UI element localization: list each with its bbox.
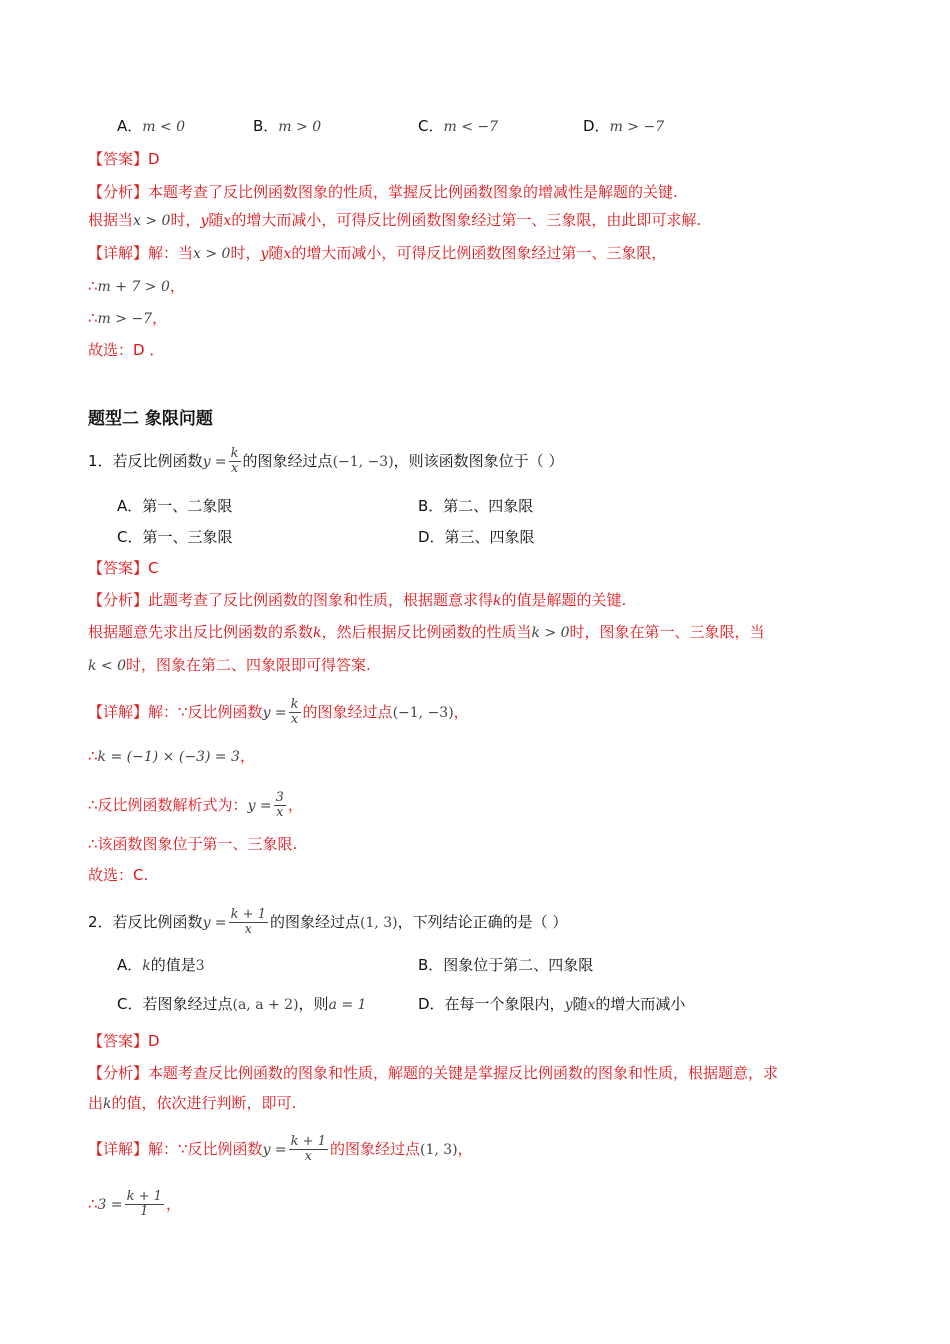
fraction: $\frac{k + 1}{x}$ [230, 907, 266, 937]
q0-step2: ∴m > −7， [88, 309, 168, 327]
q1-analysis-line2: 根据题意先求出反比例函数的系数k，然后根据反比例函数的性质当k > 0时，图象在第一、三象限，当 [88, 623, 765, 641]
fraction: $\frac{k}{x}$ [230, 446, 239, 476]
fraction: $\frac{k}{x}$ [290, 697, 299, 727]
q0-choose: 故选：D ． [88, 341, 165, 359]
therefore-icon: ∴ [88, 1195, 98, 1213]
q1-option-b: B．第二、四象限 [418, 497, 534, 515]
q1-choose: 故选：C. [88, 866, 149, 884]
fraction: $\frac{k + 1}{1}$ [126, 1189, 162, 1219]
q1-option-d: D．第三、四象限 [418, 528, 535, 546]
q1-step3: ∴该函数图象位于第一、三象限. [88, 835, 298, 853]
q1-analysis-line3: k < 0时，图象在第二、四象限即可得答案. [88, 656, 371, 674]
q2-analysis-line2: 出k的值，依次进行判断，即可. [88, 1094, 297, 1112]
q2-step1: ∴3 = $\frac{k + 1}{1}$ ， [88, 1189, 181, 1219]
q2-detail: 【详解】解：∵反比例函数y = $\frac{k + 1}{x}$ 的图象经过点(1, 3)， [88, 1134, 473, 1164]
q1-step2: ∴反比例函数解析式为：y = $\frac{3}{x}$ ， [88, 790, 303, 820]
fraction: $\frac{k + 1}{x}$ [290, 1134, 326, 1164]
q1-step1: ∴k = (−1) × (−3) = 3， [88, 747, 255, 765]
q1-detail: 【详解】解：∵反比例函数y = $\frac{k}{x}$ 的图象经过点(−1, −3)， [88, 697, 469, 727]
q2-option-c: C．若图象经过点(a, a + 2)，则a = 1 [117, 995, 367, 1013]
q0-analysis: 【分析】本题考查了反比例函数图象的性质，掌握反比例函数图象的增减性是解题的关键. [88, 183, 678, 201]
q1-analysis: 【分析】此题考查了反比例函数的图象和性质，根据题意求得k的值是解题的关键. [88, 591, 627, 609]
option-a: A．m < 0 [117, 117, 186, 135]
section-title: 题型二 象限问题 [88, 409, 213, 429]
q2-answer: 【答案】D [88, 1032, 160, 1050]
q2-stem: 2．若反比例函数y = $\frac{k + 1}{x}$ 的图象经过点(1, 3)，下列结论正确的是（ ） [88, 907, 568, 937]
therefore-icon: ∴ [88, 835, 98, 853]
q0-analysis-line2: 根据当x > 0时，y随x的增大而减小，可得反比例函数图象经过第一、三象限，由此即可求解. [88, 211, 702, 229]
q1-option-a: A．第一、二象限 [117, 497, 233, 515]
option-c: C．m < −7 [418, 117, 499, 135]
option-d: D．m > −7 [583, 117, 665, 135]
q1-stem: 1．若反比例函数y = $\frac{k}{x}$ 的图象经过点(−1, −3)，则该函数图象位于（ ） [88, 446, 564, 476]
q2-option-d: D．在每一个象限内，y随x的增大而减小 [418, 995, 686, 1013]
option-b: B．m > 0 [253, 117, 322, 135]
therefore-icon: ∴ [88, 277, 98, 295]
therefore-icon: ∴ [88, 796, 98, 814]
q0-detail: 【详解】解：当x > 0时，y随x的增大而减小，可得反比例函数图象经过第一、三象限， [88, 244, 667, 262]
q0-step1: ∴m + 7 > 0， [88, 277, 185, 295]
q2-option-b: B．图象位于第二、四象限 [418, 956, 594, 974]
therefore-icon: ∴ [88, 747, 98, 765]
q0-answer: 【答案】D [88, 150, 160, 168]
q1-answer: 【答案】C [88, 559, 159, 577]
fraction: $\frac{3}{x}$ [275, 790, 284, 820]
therefore-icon: ∴ [88, 309, 98, 327]
q2-analysis: 【分析】本题考查反比例函数的图象和性质，解题的关键是掌握反比例函数的图象和性质，根据题意，求 [88, 1064, 779, 1082]
q1-option-c: C．第一、三象限 [117, 528, 233, 546]
q2-option-a: A．k的值是3 [117, 956, 205, 974]
